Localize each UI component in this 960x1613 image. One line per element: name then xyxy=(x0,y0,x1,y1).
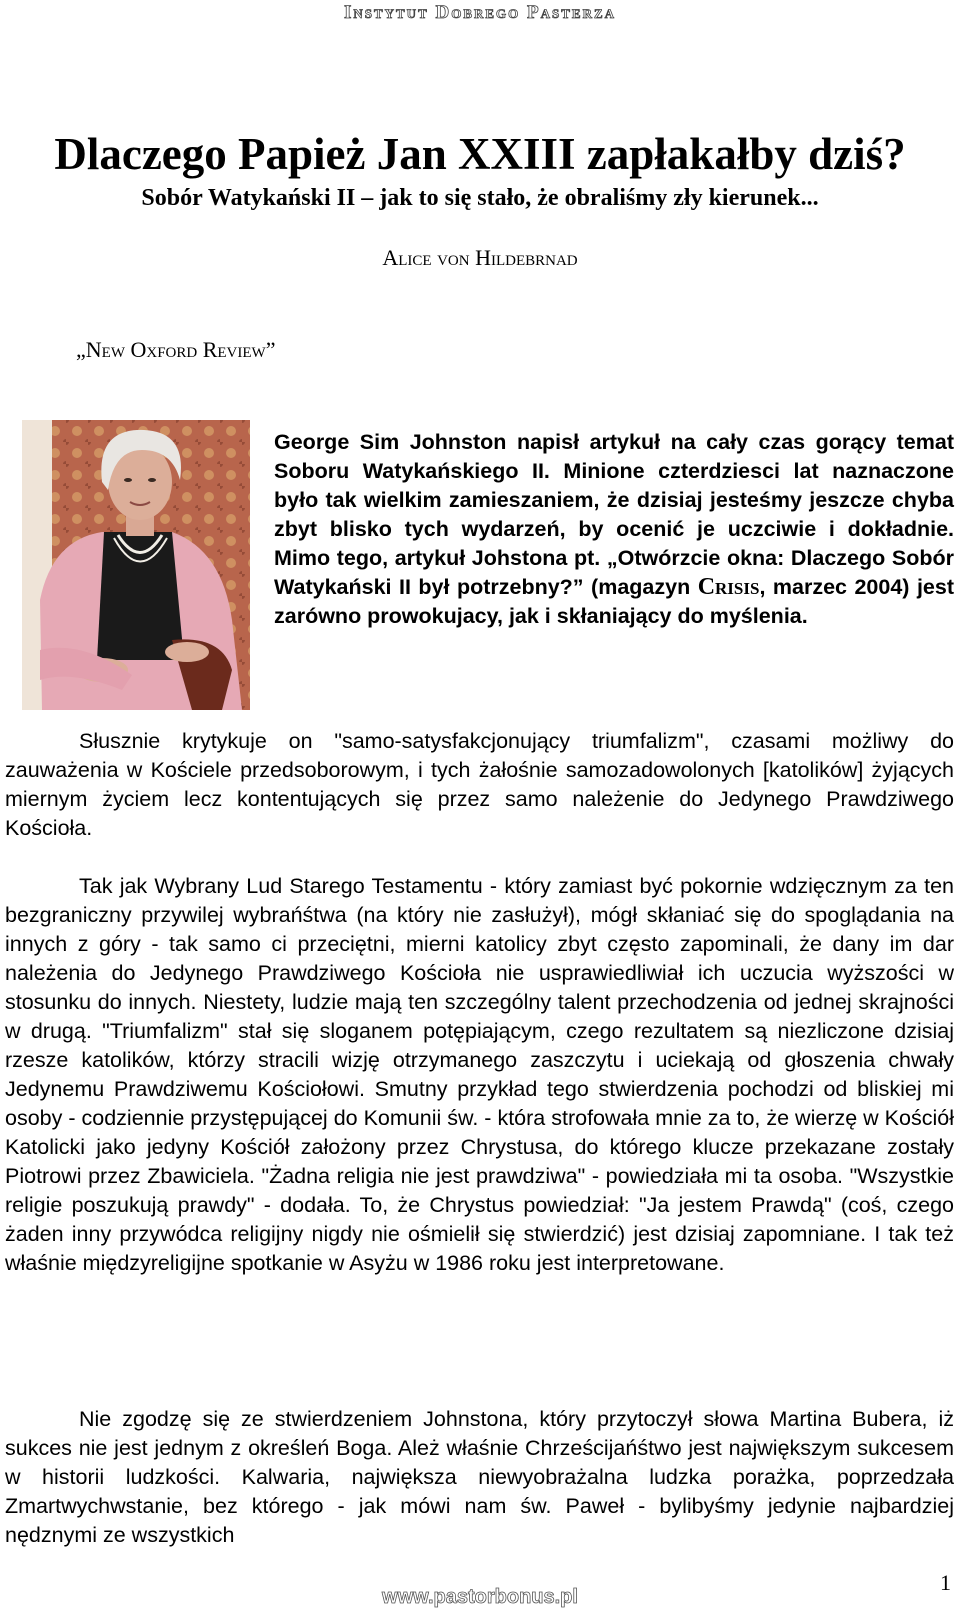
body-paragraph-1: Słusznie krytykuje on "samo-satysfakcjonujący triumfalizm", czasami możliwy do zauważenia w Kościele przedsoborowym, i tych żałośnie samozadowolonych [katolików] żyjących miernym życiem lecz kontentujących się przez samo należenie do Jedynego Prawdziwego Kościoła. xyxy=(5,729,954,840)
header-banner: Instytut Dobrego Pasterza xyxy=(343,2,617,23)
author-name: Alice von Hildebrnad xyxy=(382,245,578,270)
article-subtitle: Sobór Watykański II – jak to się stało, że obraliśmy zły kierunek... xyxy=(141,185,819,211)
magazine-name: Crisis xyxy=(697,574,760,600)
body-paragraph-2: Tak jak Wybrany Lud Starego Testamentu - który zamiast być pokornie wdzięcznym za ten bezgraniczny przywilej wybrańśtwa (na który nie zasłużył), mógł skłaniać się do spoglądania na innych z góry - tak samo ci przeciętni, mierni katolicy zbyt często zapominali, że dany im dar należenia do Jedynego Prawdziwego Kościoła nie usprawiedliwiał ich uczucia wyższości w stosunku do innych. Niestety, ludzie mają ten szczególny talent przechodzenia od jednej skrajności w drugą. "Triumfalizm" stał się sloganem potępiającym, czego rezultatem są niezliczone dzisiaj rzesze katolików, którzy stracili wizję otrzymanego zaszczytu i uciekają od głoszenia chwały Jedynemu Prawdziwemu Kościołowi. Smutny przykład tego stwierdzenia pochodzi od bliskiej mi osoby - codziennie przystępującej do Komunii św. - która strofowała mnie za to, że wierzę w Kościół Katolicki jako jedyny Kościół założony przez Chrystusa, do którego klucze przekazane zostały Piotrowi przez Zbawiciela. "Żadna religia nie jest prawdziwa" - powiedziała mi ta osoba. "Wszystkie religie poszukują prawdy" - dodała. To, że Chrystus powiedział: "Ja jestem Prawdą" (coś, czego żaden inny przywódca religijny nigdy nie ośmielił się stwierdzić) jest dzisiaj zapomniane. I tak też właśnie międzyreligijne spotkanie w Asyżu w 1986 roku jest interpretowane. xyxy=(5,874,954,1275)
intro-text-end: , marzec 2004) jest zarówno prowokujacy, jak i skłaniający do myślenia. xyxy=(274,575,954,628)
source-publication: „New Oxford Review” xyxy=(76,337,276,362)
intro-text-start: George Sim Johnston napisł artykuł na cały czas gorący temat Soboru Watykańskiego II. Minione czterdziesci lat naznaczone było tak wielkim zamieszaniem, że dzisiaj jesteśmy jeszcze chyba zbyt blisko tych wydarzeń, by ocenić je uczciwie i dokładnie. Mimo tego, artykuł Johstona pt. „Otwórzcie okna: Dlaczego Sobór Watykański II był potrzebny?” (magazyn xyxy=(274,430,954,599)
body-paragraph-3: Nie zgodzę się ze stwierdzeniem Johnstona, który przytoczył słowa Martina Bubera, iż sukces nie jest jednym z określeń Boga. Ależ właśnie Chrześcijańśtwo jest największym sukcesem w historii ludzkości. Kalwaria, największa niewyobrażalna ludzka porażka, poprzedzała Zmartwychwstanie, bez którego - jak mówi nam św. Paweł - bylibyśmy jedynie najbardziej nędznymi ze wszystkich xyxy=(5,1407,954,1547)
author-portrait-image xyxy=(22,420,250,710)
article-title: Dlaczego Papież Jan XXIII zapłakałby dziś? xyxy=(54,129,906,179)
page-number: 1 xyxy=(940,1570,951,1595)
footer-url-link[interactable]: www.pastorbonus.pl xyxy=(382,1586,578,1608)
intro-paragraph xyxy=(274,428,954,631)
author-photo xyxy=(22,420,250,710)
